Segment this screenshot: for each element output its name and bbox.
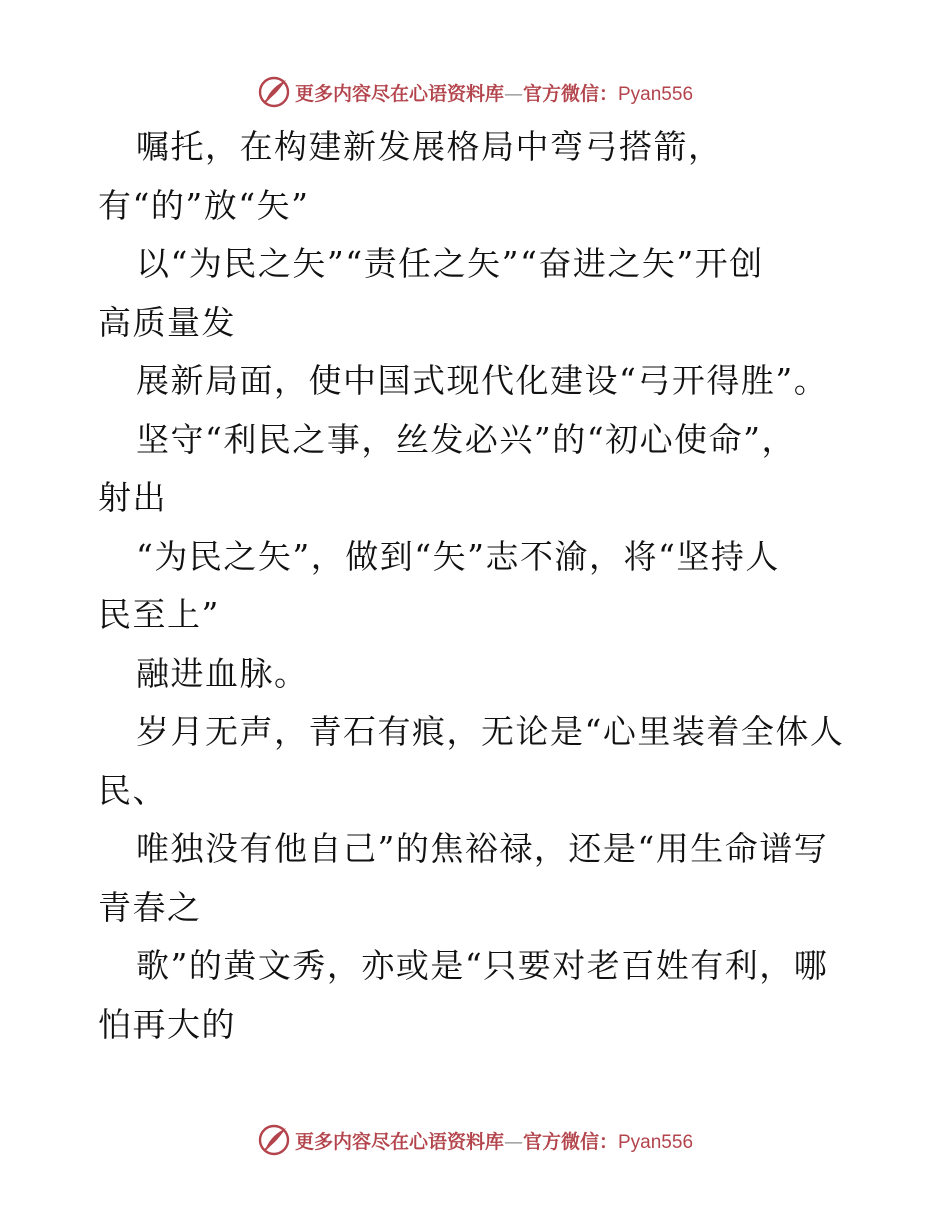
watermark-text <box>295 79 693 106</box>
watermark-brand: 更多内容尽在心语资料库 <box>294 82 504 105</box>
watermark-separator: — <box>503 1130 523 1153</box>
text-line: 坚守“利民之事，丝发必兴”的“初心使命”， <box>136 419 796 459</box>
quill-circle-icon <box>257 75 291 109</box>
text-line: 融进血脉。 <box>136 653 309 693</box>
text-line: 民至上” <box>98 595 220 634</box>
text-line: 射出 <box>98 478 167 517</box>
text-line: 怕再大的 <box>98 1004 236 1044</box>
text-line: 高质量发 <box>98 302 236 342</box>
text-line: 歌”的黄文秀，亦或是“只要对老百姓有利，哪 <box>136 946 829 985</box>
quill-circle-icon <box>257 1123 291 1157</box>
watermark-separator: — <box>503 82 523 105</box>
watermark-text <box>295 1127 693 1154</box>
watermark-wechat-id: Pyan556 <box>618 1131 694 1153</box>
text-line: 有“的”放“矢” <box>98 185 310 225</box>
text-line: 唯独没有他自己”的焦裕禄，还是“用生命谱写 <box>136 829 829 868</box>
document-body <box>98 118 858 1054</box>
text-line: 嘱托，在构建新发展格局中弯弓搭箭， <box>136 127 723 166</box>
footer-watermark <box>0 1120 950 1160</box>
watermark-wechat-label: 官方微信： <box>522 82 618 105</box>
watermark-wechat-label: 官方微信： <box>522 1130 618 1153</box>
text-line: 展新局面，使中国式现代化建设“弓开得胜”。 <box>136 361 829 400</box>
watermark-brand: 更多内容尽在心语资料库 <box>294 1130 504 1153</box>
header-watermark <box>0 72 950 112</box>
watermark-wechat-id: Pyan556 <box>618 83 694 105</box>
text-line: 民、 <box>98 770 167 810</box>
text-line: 岁月无声，青石有痕，无论是“心里装着全体人 <box>136 712 845 751</box>
text-line: “为民之矢”，做到“矢”志不渝，将“坚持人 <box>136 536 780 576</box>
text-line: 以“为民之矢”“责任之矢”“奋进之矢”开创 <box>136 244 764 283</box>
text-line: 青春之 <box>98 887 202 927</box>
